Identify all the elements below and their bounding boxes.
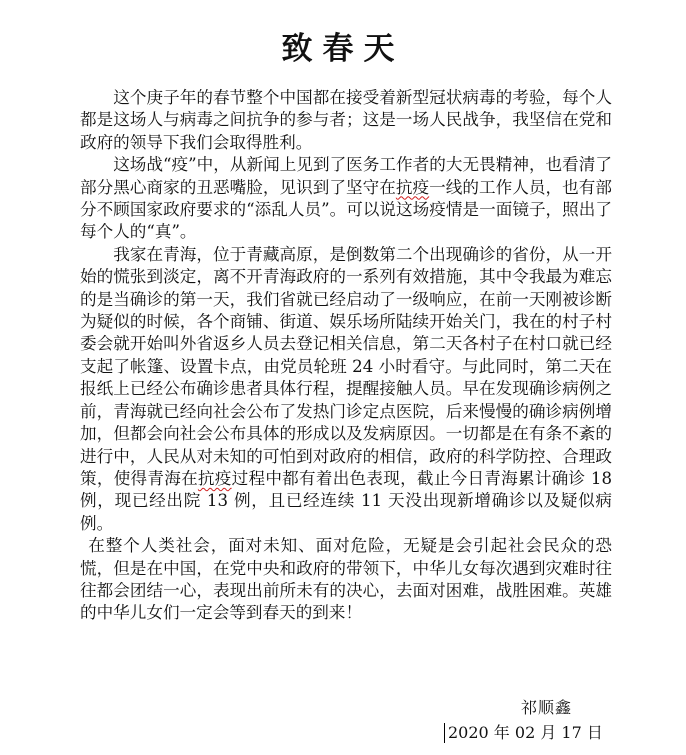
spellcheck-flagged-word: 抗疫	[395, 177, 430, 197]
paragraph-3-text-a: 我家在青海，位于青藏高原，是倒数第二个出现确诊的省份，从一开始的慌张到淡定，离不开青海政府的一系列有效措施，其中令我最为难忘的是当确诊的第一天，我们省就已经启动了一级响应，在前一天刚被诊断为疑似的时候，各个商铺、街道、娱乐场所陆续开始关门，我在的村子村委会就开始叫外省返乡人员去登记相关信息，第二天各村子在村口就已经支起了帐篷、设置卡点，由党员轮班 24 小时看守。与此同时，第二天在报纸上已经公布确诊患者具体行程，提醒接触人员。早在发现确诊病例之前，青海就已经向社会公布了发热门诊定点医院，后来慢慢的确诊病例增加，但都会向社会公布具体的形成以及发病原因。一切都是在有条不紊的进行中，人民从对未知的可怕到对政府的相信，政府的科学防控、合理政策，使得青海在	[80, 244, 612, 488]
paragraph-2-text-a: 这场战“疫”中，从新闻上见到了医务工作者的大无畏精神，也看清了部分黑心商家的丑恶嘴脸，见识到了坚守在	[80, 155, 612, 197]
document-body	[80, 87, 612, 625]
document-date: 2020 年 02 月 17 日	[444, 723, 603, 743]
paragraph-4: 在整个人类社会，面对未知、面对危险，无疑是会引起社会民众的恐慌，但是在中国，在党中央和政府的带领下，中华儿女每次遇到灾难时往往都会团结一心，表现出前所未有的决心，去面对困难，战胜困难。英雄的中华儿女们一定会等到春天的到来！	[80, 536, 612, 623]
paragraph-3	[80, 244, 612, 535]
spellcheck-flagged-word: 抗疫	[197, 468, 232, 488]
paragraph-1: 这个庚子年的春节整个中国都在接受着新型冠状病毒的考验，每个人都是这场人与病毒之间抗争的参与者；这是一场人民战争，我坚信在党和政府的领导下我们会取得胜利。	[80, 88, 612, 152]
paragraph-2	[80, 154, 612, 244]
paragraph-3-text-c: 过程中都有着出色表现，截止今日青海累计确诊 18 例，现已经出院 13 例，且已经连续 11 天没出现新增确诊以及疑似病例。	[80, 468, 613, 533]
document-title: 致春天	[281, 30, 405, 67]
paragraph-2-text-c: 一线的工作人员，也有部分不顾国家政府要求的“添乱人员”。可以说这场疫情是一面镜子，照出了每个人的“真”。	[80, 177, 613, 242]
author-signature: 祁顺鑫	[521, 698, 573, 717]
